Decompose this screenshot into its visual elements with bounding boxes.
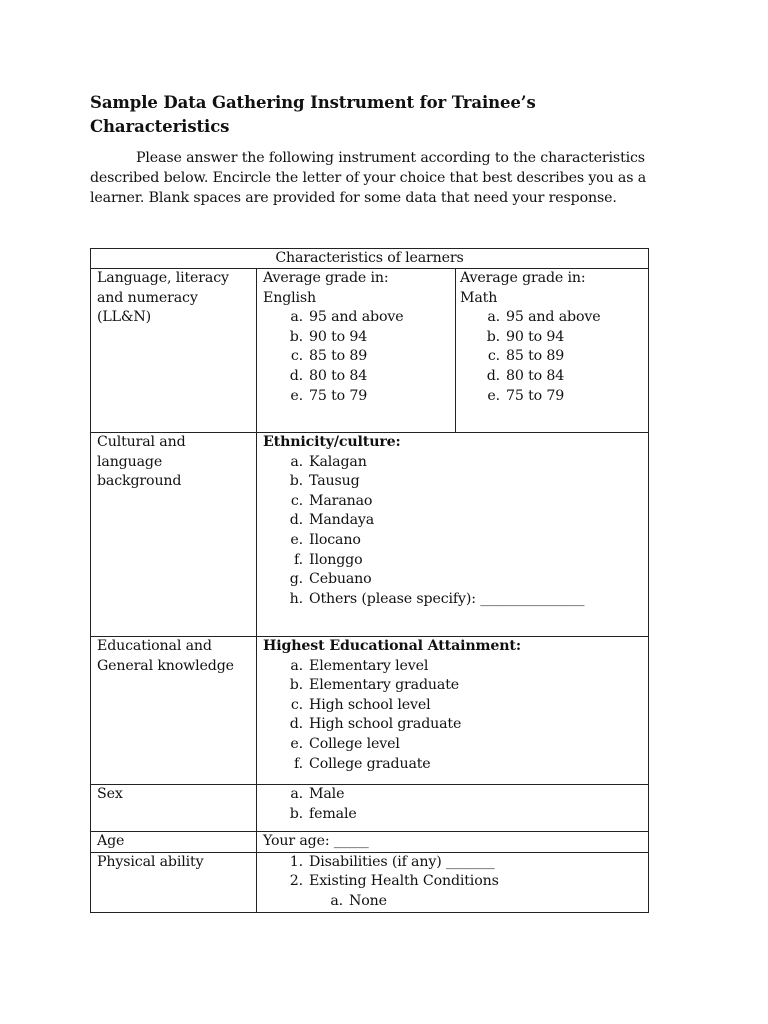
option-item[interactable]: c. 85 to 89 xyxy=(487,348,565,365)
option-item[interactable]: a. Kalagan xyxy=(290,453,367,470)
education-options xyxy=(263,657,642,775)
learner-characteristics-table xyxy=(90,248,649,913)
option-item[interactable]: d. 80 to 84 xyxy=(486,367,565,384)
option-item[interactable]: f. College graduate xyxy=(294,755,431,772)
option-item[interactable]: a. Male xyxy=(290,786,345,802)
english-subject: English xyxy=(263,289,317,306)
option-item[interactable]: b. 90 to 94 xyxy=(486,328,565,345)
document-title xyxy=(90,91,690,139)
option-item[interactable]: e. 75 to 79 xyxy=(290,387,368,404)
age-field[interactable]: Your age: _____ xyxy=(257,832,649,853)
option-item[interactable]: a. Elementary level xyxy=(290,657,429,674)
physical-item[interactable]: 1. Disabilities (if any) _______ xyxy=(289,853,495,870)
option-item-others[interactable]: h. Others (please specify): _______________ xyxy=(289,590,585,607)
option-item[interactable]: e. Ilocano xyxy=(290,531,361,548)
math-subject: Math xyxy=(460,289,498,306)
row-label-culture: Cultural and language background xyxy=(91,433,257,637)
option-item[interactable]: a. None xyxy=(330,892,387,909)
sex-options xyxy=(263,785,642,824)
option-item[interactable]: g. Cebuano xyxy=(289,571,372,588)
option-item[interactable]: e. College level xyxy=(290,735,400,752)
option-item[interactable]: b. 90 to 94 xyxy=(289,328,368,345)
option-item[interactable]: f. Ilonggo xyxy=(294,551,363,568)
option-item[interactable]: e. 75 to 79 xyxy=(487,387,565,404)
option-item[interactable]: c. 85 to 89 xyxy=(290,348,368,365)
row-label-language: Language, literacy and numeracy (LL&N) xyxy=(91,269,257,433)
culture-heading: Ethnicity/culture: xyxy=(263,434,401,450)
option-item[interactable]: b. Elementary graduate xyxy=(289,677,459,694)
culture-options xyxy=(263,453,642,610)
option-item[interactable]: c. High school level xyxy=(290,696,431,713)
title-line-1: Sample Data Gathering Instrument for Trainee’s xyxy=(90,93,536,112)
option-item[interactable]: a. 95 and above xyxy=(290,309,404,326)
option-item[interactable]: d. Mandaya xyxy=(289,512,375,529)
education-heading: Highest Educational Attainment: xyxy=(263,638,521,654)
row-label-age: Age xyxy=(91,832,257,853)
physical-item[interactable]: 2. Existing Health Conditions xyxy=(289,873,499,890)
option-item[interactable]: b. Tausug xyxy=(289,473,360,490)
table-row-culture xyxy=(91,433,649,637)
math-title: Average grade in: xyxy=(460,270,586,286)
instructions-paragraph xyxy=(90,149,680,208)
health-condition-options xyxy=(263,892,642,912)
english-title: Average grade in: xyxy=(263,270,389,286)
table-row-language xyxy=(91,269,649,433)
table-row-physical xyxy=(91,852,649,912)
instructions-text: Please answer the following instrument according to the characteristics described below. Encircle the letter of your choice that best describes you as a learner. Blank spaces are provided for some data that need your response. xyxy=(90,150,647,206)
row-label-physical: Physical ability xyxy=(91,852,257,912)
math-options xyxy=(460,308,648,406)
row-label-sex: Sex xyxy=(91,785,257,832)
physical-items xyxy=(263,853,642,892)
table-row-age xyxy=(91,832,649,853)
option-item[interactable]: b. female xyxy=(289,805,357,822)
title-line-2: Characteristics xyxy=(90,117,230,136)
english-grade-column xyxy=(263,269,456,432)
table-row-sex xyxy=(91,785,649,832)
option-item[interactable]: d. High school graduate xyxy=(289,716,462,733)
math-grade-column xyxy=(456,269,648,432)
option-item[interactable]: a. 95 and above xyxy=(487,309,601,326)
row-label-education: Educational and General knowledge xyxy=(91,637,257,785)
table-header: Characteristics of learners xyxy=(91,249,649,269)
option-item[interactable]: d. 80 to 84 xyxy=(289,367,368,384)
english-options xyxy=(263,308,451,406)
table-row-education xyxy=(91,637,649,785)
option-item[interactable]: c. Maranao xyxy=(290,492,373,509)
